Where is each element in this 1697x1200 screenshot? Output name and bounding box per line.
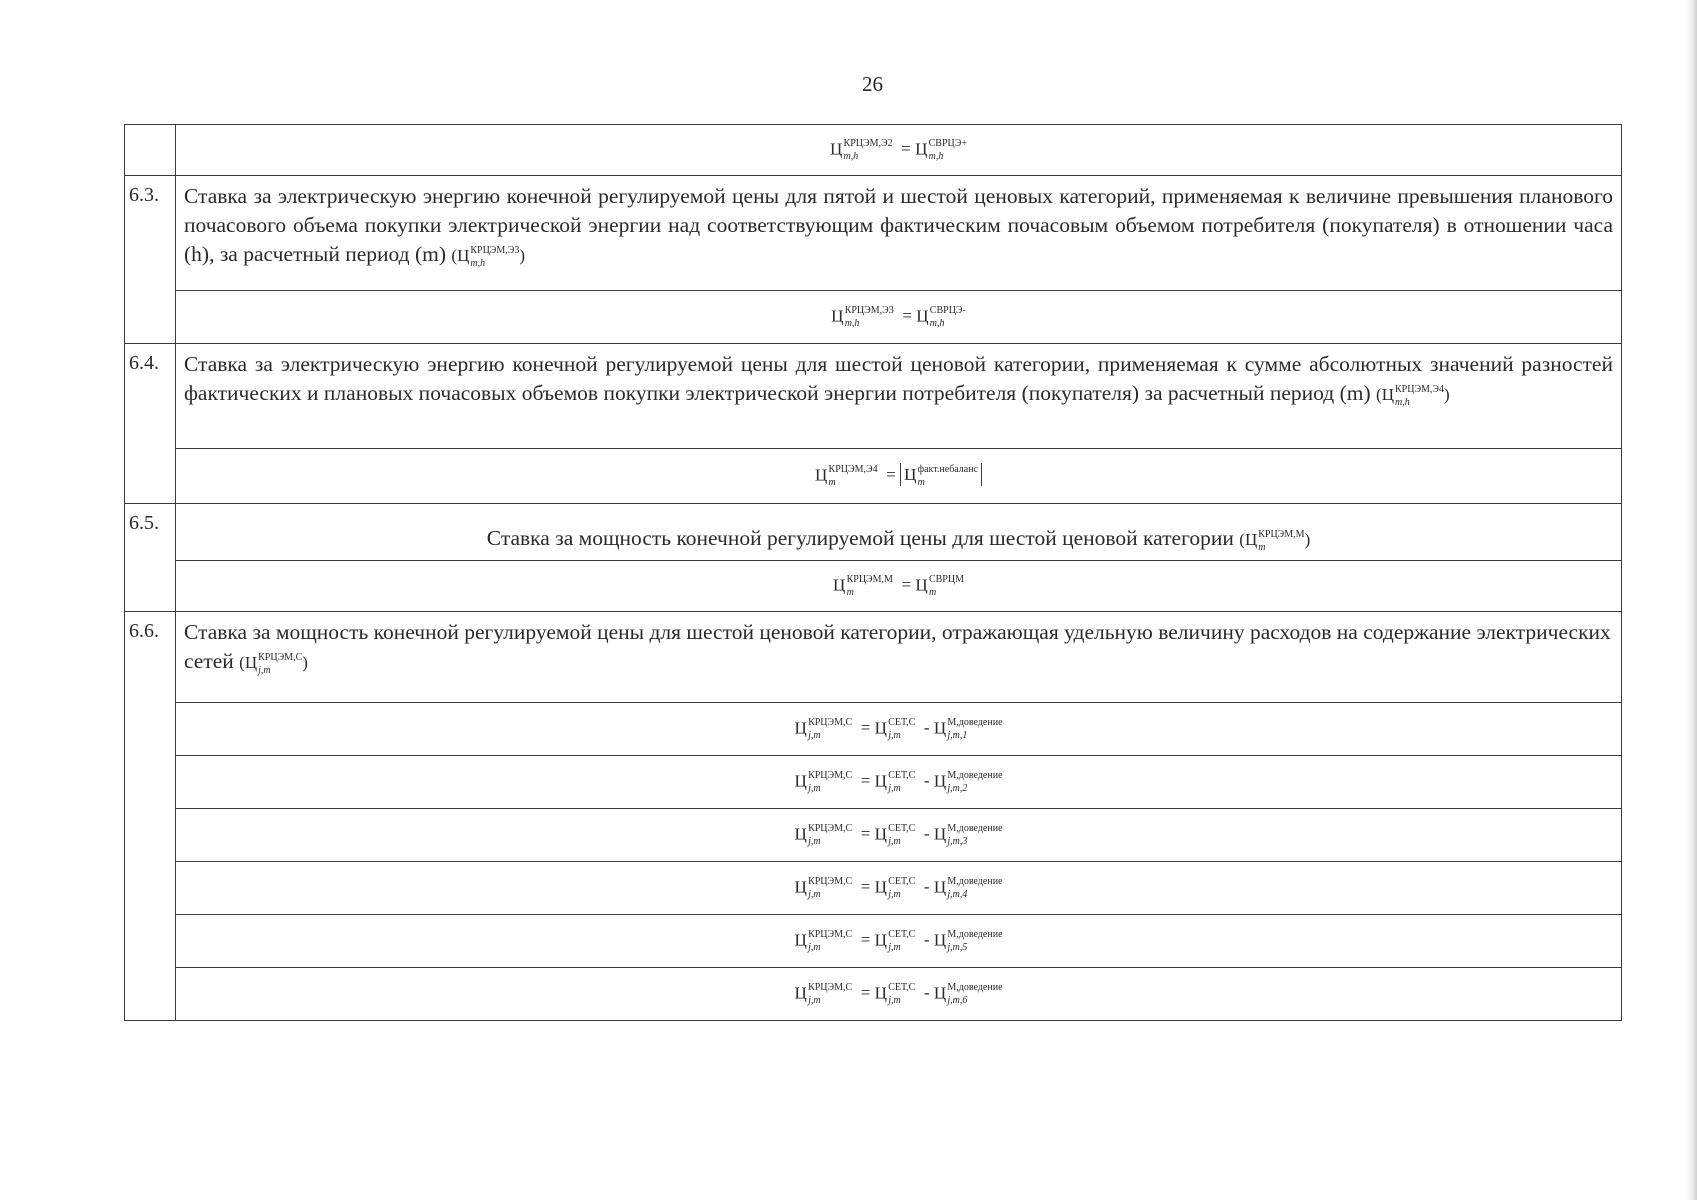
table-row [125, 756, 1622, 809]
table-row [125, 291, 1622, 344]
inline-formula: (Ц КРЦЭМ,Э4 m,h ) [1376, 383, 1450, 408]
formula: Ц КРЦЭМ,С j,m = Ц СЕТ,С j,m - Ц М,доведение j,m,5 [794, 928, 1003, 953]
formula: Ц КРЦЭМ,С j,m = Ц СЕТ,С j,m - Ц М,доведение j,m,1 [794, 716, 1003, 741]
description-text: Ставка за мощность конечной регулируемой цены для шестой ценовой категории, отражающая удельную величину расходов на содержание электрических сетей [184, 620, 1611, 673]
absolute-value: Ц факт.небаланс m [900, 463, 982, 486]
table-row [125, 862, 1622, 915]
table-row [125, 968, 1622, 1021]
table-row [125, 561, 1622, 612]
formula: Ц КРЦЭМ,Э2 m,h = Ц СВРЦЭ+ m,h [829, 137, 968, 162]
row-number-cell: 6.5. [125, 504, 176, 612]
table-row [125, 915, 1622, 968]
table-row [125, 809, 1622, 862]
formula-cell [176, 449, 1622, 504]
description-cell [176, 344, 1622, 449]
formula-cell [176, 915, 1622, 968]
table-row [125, 703, 1622, 756]
formula-cell [176, 809, 1622, 862]
formula-cell [176, 291, 1622, 344]
rates-table [124, 124, 1622, 1021]
table-row [125, 612, 1622, 703]
formula-cell [176, 125, 1622, 176]
description-cell [176, 504, 1622, 561]
row-number-cell: 6.3. [125, 176, 176, 344]
scan-edge [1685, 0, 1697, 1200]
description-text: Ставка за электрическую энергию конечной регулируемой цены для шестой ценовой категории, применяемая к сумме абсолютных значений разностей фактических и плановых почасовых объемов покупки электрической энергии потребителя (покупателя) за расчетный период (m) [184, 352, 1613, 405]
formula: Ц КРЦЭМ,С j,m = Ц СЕТ,С j,m - Ц М,доведение j,m,4 [794, 875, 1003, 900]
table-row [125, 125, 1622, 176]
table-row [125, 176, 1622, 291]
formula: Ц КРЦЭМ,С j,m = Ц СЕТ,С j,m - Ц М,доведение j,m,3 [794, 822, 1003, 847]
row-number-cell: 6.6. [125, 612, 176, 1021]
description-text: Ставка за электрическую энергию конечной регулируемой цены для пятой и шестой ценовых категорий, применяемая к величине превышения планового почасового объема покупки электрической энергии над соответствующим фактическим почасовым объемом потребителя (покупателя) в отношении часа (h), за расчетный период (m) [184, 184, 1613, 266]
formula: Ц КРЦЭМ,М m = Ц СВРЦМ m [833, 573, 964, 598]
formula-cell [176, 968, 1622, 1021]
formula-cell [176, 756, 1622, 809]
table-row [125, 504, 1622, 561]
description-cell [176, 176, 1622, 291]
row-number-cell: 6.4. [125, 344, 176, 504]
inline-formula: (Ц КРЦЭМ,М m ) [1239, 528, 1311, 553]
description-text: Ставка за мощность конечной регулируемой цены для шестой ценовой категории [486, 526, 1234, 550]
inline-formula: (Ц КРЦЭМ,Э3 m,h ) [451, 244, 526, 269]
formula-cell [176, 561, 1622, 612]
formula: Ц КРЦЭМ,С j,m = Ц СЕТ,С j,m - Ц М,доведение j,m,6 [794, 981, 1003, 1006]
inline-formula: (Ц КРЦЭМ,С j,m ) [239, 651, 308, 676]
row-number-cell [125, 125, 176, 176]
formula: Ц КРЦЭМ,С j,m = Ц СЕТ,С j,m - Ц М,доведение j,m,2 [794, 769, 1003, 794]
page-number: 26 [862, 72, 883, 96]
table-row [125, 449, 1622, 504]
formula: Ц КРЦЭМ,Э3 m,h = Ц СВРЦЭ- m,h [831, 304, 966, 329]
description-cell [176, 612, 1622, 703]
formula-cell [176, 703, 1622, 756]
formula-cell [176, 862, 1622, 915]
formula: Ц КРЦЭМ,Э4 m = Ц факт.небаланс m [815, 465, 982, 488]
table-row [125, 344, 1622, 449]
